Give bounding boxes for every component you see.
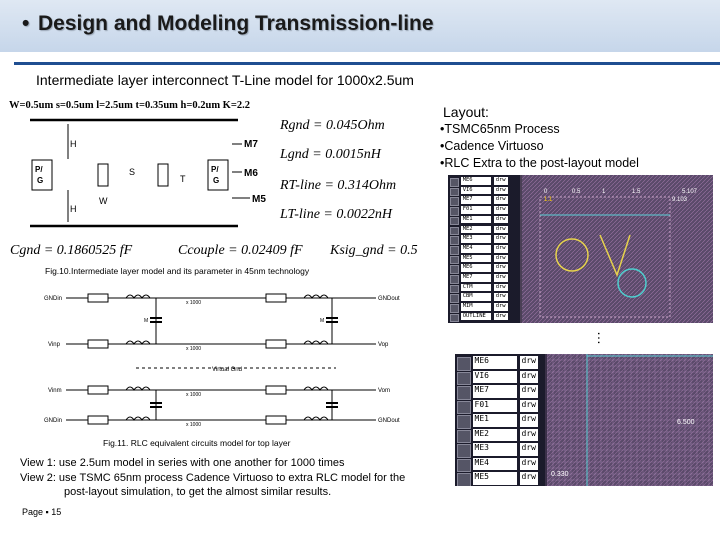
label-gndout-2: GNDout [378, 418, 400, 424]
svg-text:1: 1 [602, 189, 606, 195]
layer-row[interactable] [450, 284, 518, 293]
svg-text:9.103: 9.103 [672, 197, 688, 203]
layer-swatch [450, 197, 459, 206]
layer-name: ME7 [473, 385, 517, 398]
svg-text:6.500: 6.500 [677, 419, 695, 426]
layer-row[interactable] [450, 177, 518, 186]
fig10-caption: Fig.10.Intermediate layer model and its parameter in 45nm technology [45, 266, 310, 276]
svg-text:G: G [37, 176, 44, 185]
formula-ksig: Ksig_gnd = 0.5 [330, 243, 418, 258]
layer-tag: drw [520, 458, 538, 471]
layer-name: ME7 [461, 196, 491, 204]
layer-name: ME5 [461, 255, 491, 263]
layer-row[interactable] [457, 371, 543, 385]
view2-text-cont: post-layout simulation, to get the almost similar results. [64, 486, 332, 498]
layer-name: ME2 [461, 226, 491, 234]
label-vom: Vom [378, 388, 391, 394]
layer-row[interactable] [450, 235, 518, 244]
label-vinm: Vinm [48, 388, 62, 394]
svg-text:0.5: 0.5 [572, 189, 581, 195]
label-vinp: Vinp [48, 342, 60, 348]
model-diagram [8, 114, 428, 274]
fig11-caption: Fig.11. RLC equivalent circuits model for top layer [103, 438, 291, 448]
layer-tag: drw [495, 225, 506, 232]
layer-tag: drw [520, 385, 538, 398]
label-virtual-gnd: Virtual Gnd [212, 367, 242, 373]
layer-tag: drw [520, 429, 538, 442]
layer-swatch [450, 265, 459, 274]
layout-screenshot-top [448, 175, 713, 323]
layer-swatch [450, 256, 459, 265]
layer-swatch [450, 246, 459, 255]
layer-name: ME6 [461, 264, 491, 272]
layer-name: CBM [461, 293, 491, 301]
layer-swatch [457, 401, 471, 415]
layer-swatch [450, 207, 459, 216]
layer-swatch [450, 178, 459, 187]
layer-tag: drw [495, 312, 506, 319]
svg-text:G: G [213, 176, 220, 185]
layer-row[interactable] [457, 400, 543, 414]
label-m-2: M [320, 318, 325, 324]
layer-row[interactable] [450, 303, 518, 312]
layer-name: F01 [473, 400, 517, 413]
layout-item: •Cadence Virtuoso [440, 139, 544, 153]
layer-tag: drw [520, 472, 538, 485]
layer-row[interactable] [457, 443, 543, 457]
label-t: T [180, 174, 186, 184]
layer-name: VI6 [473, 371, 517, 384]
views-text [20, 456, 450, 500]
layer-swatch [450, 188, 459, 197]
signal-block-left [98, 164, 108, 186]
layer-name: OUTLINE [461, 313, 491, 321]
label-m5: M5 [252, 194, 266, 205]
formula-ccouple: Ccouple = 0.02409 fF [178, 243, 303, 258]
label-pg-right: P/ [211, 165, 219, 174]
layer-row[interactable] [457, 385, 543, 399]
layer-swatch [450, 217, 459, 226]
label-h1: H [70, 139, 77, 149]
layer-name: ME3 [473, 443, 517, 456]
label-x1000-1: x 1000 [186, 300, 202, 306]
layer-swatch [457, 444, 471, 458]
layout-screenshot-bottom [455, 354, 713, 486]
label-s: S [129, 167, 136, 177]
layer-swatch [450, 294, 459, 303]
layer-swatch [457, 357, 471, 371]
layer-swatch [450, 227, 459, 236]
view2-text: View 2: use TSMC 65nm process Cadence Virtuoso to extra RLC model for the [20, 471, 406, 484]
layer-row[interactable] [450, 216, 518, 225]
layer-tag: drw [495, 244, 506, 251]
layer-row[interactable] [450, 226, 518, 235]
layer-tag: drw [495, 186, 506, 193]
label-m7: M7 [244, 139, 258, 150]
layer-swatch [457, 386, 471, 400]
label-gndin-1: GNDin [44, 296, 63, 302]
layer-swatch [450, 236, 459, 245]
layer-panel-top [448, 175, 520, 323]
layer-tag: drw [495, 215, 506, 222]
svg-text:1.1: 1.1 [544, 197, 553, 203]
layer-tag: drw [495, 196, 506, 203]
layer-name: ME1 [473, 414, 517, 427]
layer-swatch [457, 372, 471, 386]
layer-name: VI6 [461, 187, 491, 195]
formula-cgnd: Cgnd = 0.1860525 fF [10, 243, 133, 258]
slide-title-text: Design and Modeling Transmission-line [38, 12, 434, 35]
layer-name: ME4 [473, 458, 517, 471]
layer-row[interactable] [450, 187, 518, 196]
label-pg-left: P/ [35, 165, 43, 174]
formula-lgnd: Lgnd = 0.0015nH [280, 147, 381, 162]
layer-tag: drw [520, 443, 538, 456]
layer-row[interactable] [450, 196, 518, 205]
layer-row[interactable] [457, 414, 543, 428]
layer-swatch [457, 430, 471, 444]
layer-tag: drw [520, 371, 538, 384]
label-x1000-4: x 1000 [186, 422, 202, 428]
svg-text:0.330: 0.330 [551, 471, 569, 478]
label-m6: M6 [244, 168, 258, 179]
layer-tag: drw [495, 274, 506, 280]
layer-tag: drw [520, 400, 538, 413]
layer-tag: drw [495, 303, 506, 310]
layer-tag: drw [520, 414, 538, 427]
layout-list [440, 121, 639, 172]
layer-row[interactable] [457, 458, 543, 472]
layer-row[interactable] [457, 472, 543, 486]
label-x1000-3: x 1000 [186, 392, 202, 398]
layer-name: ME6 [473, 356, 517, 369]
layer-name: ME3 [461, 235, 491, 243]
layer-tag: drw [495, 254, 506, 261]
slide-title: • Design and Modeling Transmission-line [22, 12, 434, 35]
layer-tag: drw [495, 235, 506, 242]
layer-name: ME4 [461, 245, 491, 253]
layer-swatch [457, 415, 471, 429]
layer-swatch [457, 459, 471, 473]
layer-row[interactable] [457, 356, 543, 370]
layout-item: •RLC Extra to the post-layout model [440, 156, 639, 170]
layer-tag: drw [495, 177, 506, 183]
formula-rgnd: Rgnd = 0.045Ohm [280, 118, 385, 133]
layer-tag: drw [495, 293, 506, 300]
layer-name: MIM [461, 303, 491, 311]
svg-text:1.5: 1.5 [632, 189, 641, 195]
label-m-1: M [144, 318, 149, 324]
layout-canvas-top [522, 175, 713, 323]
page-number: 15 [51, 507, 62, 517]
label-h2: H [70, 204, 77, 214]
label-gndin-2: GNDin [44, 418, 63, 424]
layer-panel-bottom [455, 354, 545, 486]
subtitle: Intermediate layer interconnect T-Line model for 1000x2.5um [36, 72, 414, 88]
layer-name: CTM [461, 284, 491, 292]
layer-row[interactable] [450, 313, 518, 322]
layer-name: ME7 [461, 274, 491, 282]
view1-text: View 1: use 2.5um model in series with one another for 1000 times [20, 457, 345, 469]
layer-name: ME1 [461, 216, 491, 224]
formula-ltline: LT-line = 0.0022nH [280, 207, 392, 222]
label-w: W [99, 196, 108, 206]
layer-swatch [450, 314, 459, 323]
layer-swatch [457, 473, 471, 486]
layer-row[interactable] [457, 429, 543, 443]
layer-row[interactable] [450, 264, 518, 273]
signal-block-right [158, 164, 168, 186]
ellipsis: … [595, 331, 611, 345]
layer-name: F01 [461, 206, 491, 214]
params-line: W=0.5um s=0.5um l=2.5um t=0.35um h=0.2um K=2.2 [9, 100, 250, 111]
layer-tag: drw [520, 356, 538, 369]
title-divider-right [510, 62, 720, 65]
layer-row[interactable] [450, 206, 518, 215]
layer-tag: drw [495, 206, 506, 213]
layer-name: ME6 [461, 177, 491, 185]
label-vop: Vop [378, 342, 389, 348]
rlc-circuit-diagram [36, 280, 411, 432]
layer-swatch [450, 285, 459, 294]
layer-row[interactable] [450, 293, 518, 302]
label-x1000-2: x 1000 [186, 346, 202, 352]
formula-rtline: RT-line = 0.314Ohm [280, 178, 397, 193]
layer-row[interactable] [450, 245, 518, 254]
layer-swatch [450, 275, 459, 284]
layer-swatch [450, 304, 459, 313]
layer-row[interactable] [450, 255, 518, 264]
layer-row[interactable] [450, 274, 518, 283]
svg-text:5.107: 5.107 [682, 189, 698, 195]
label-gndout-1: GNDout [378, 296, 400, 302]
layer-name: ME2 [473, 429, 517, 442]
layout-heading: Layout: [443, 104, 489, 120]
layer-tag: drw [495, 264, 506, 271]
layout-item: •TSMC65nm Process [440, 122, 560, 136]
layer-tag: drw [495, 283, 506, 290]
page-footer: Page ▪ 15 [22, 507, 62, 517]
layer-name: ME5 [473, 472, 517, 485]
svg-text:0: 0 [544, 189, 548, 195]
title-divider [14, 62, 510, 65]
layout-canvas-bottom [547, 354, 713, 486]
